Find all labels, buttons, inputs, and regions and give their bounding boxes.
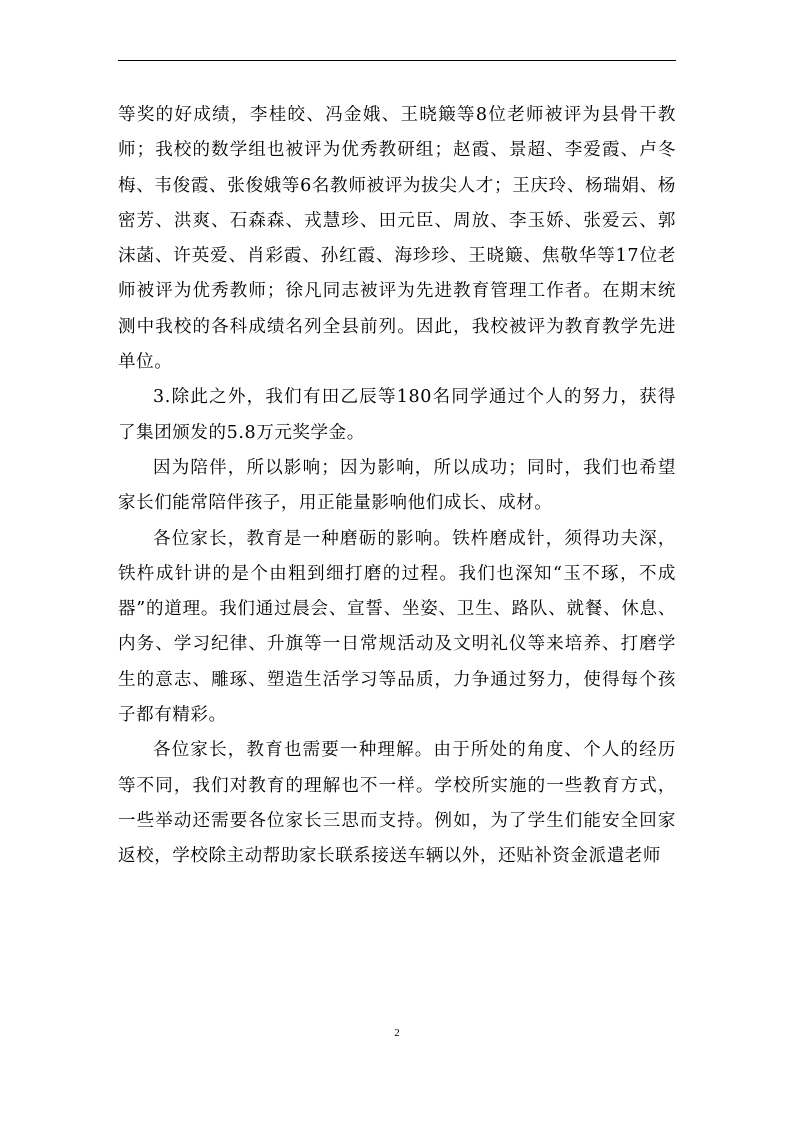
paragraph-1: 等奖的好成绩，李桂皎、冯金娥、王晓簸等8位老师被评为县骨干教师；我校的数学组也被评为优秀教研组；赵霞、景超、李爱霞、卢冬梅、韦俊霞、张俊娥等6名教师被评为拔尖人才；王庆玲、杨瑞娟、杨密芳、洪爽、石森森、戎慧珍、田元臣、周放、李玉娇、张爱云、郭沫菡、许英爱、肖彩霞、孙红霞、海珍珍、王晓簸、焦敬华等17位老师被评为优秀教师；徐凡同志被评为先进教育管理工作者。在期末统测中我校的各科成绩名列全县前列。因此，我校被评为教育教学先进单位。	[118, 105, 676, 373]
paragraph-5: 各位家长，教育也需要一种理解。由于所处的角度、个人的经历等不同，我们对教育的理解也不一样。学校所实施的一些教育方式，一些举动还需要各位家长三思而支持。例如，为了学生们能安全回家返校，学校除主动帮助家长联系接送车辆以外，还贴补资金派遣老师	[118, 740, 676, 867]
paragraph-2: 3.除此之外，我们有田乙辰等180名同学通过个人的努力，获得了集团颁发的5.8万元奖学金。	[118, 387, 676, 443]
paragraph-4: 各位家长，教育是一种磨砺的影响。铁杵磨成针，须得功夫深，铁杵成针讲的是个由粗到细打磨的过程。我们也深知“玉不琢，不成器”的道理。我们通过晨会、宣誓、坐姿、卫生、路队、就餐、休息、内务、学习纪律、升旗等一日常规活动及文明礼仪等来培养、打磨学生的意志、雕琢、塑造生活学习等品质，力争通过努力，使得每个孩子都有精彩。	[118, 528, 676, 726]
document-body	[118, 98, 676, 875]
paragraph-3: 因为陪伴，所以影响；因为影响，所以成功；同时，我们也希望家长们能常陪伴孩子，用正能量影响他们成长、成材。	[118, 457, 676, 514]
header-rule	[118, 60, 676, 61]
page-number: 2	[394, 1027, 400, 1039]
